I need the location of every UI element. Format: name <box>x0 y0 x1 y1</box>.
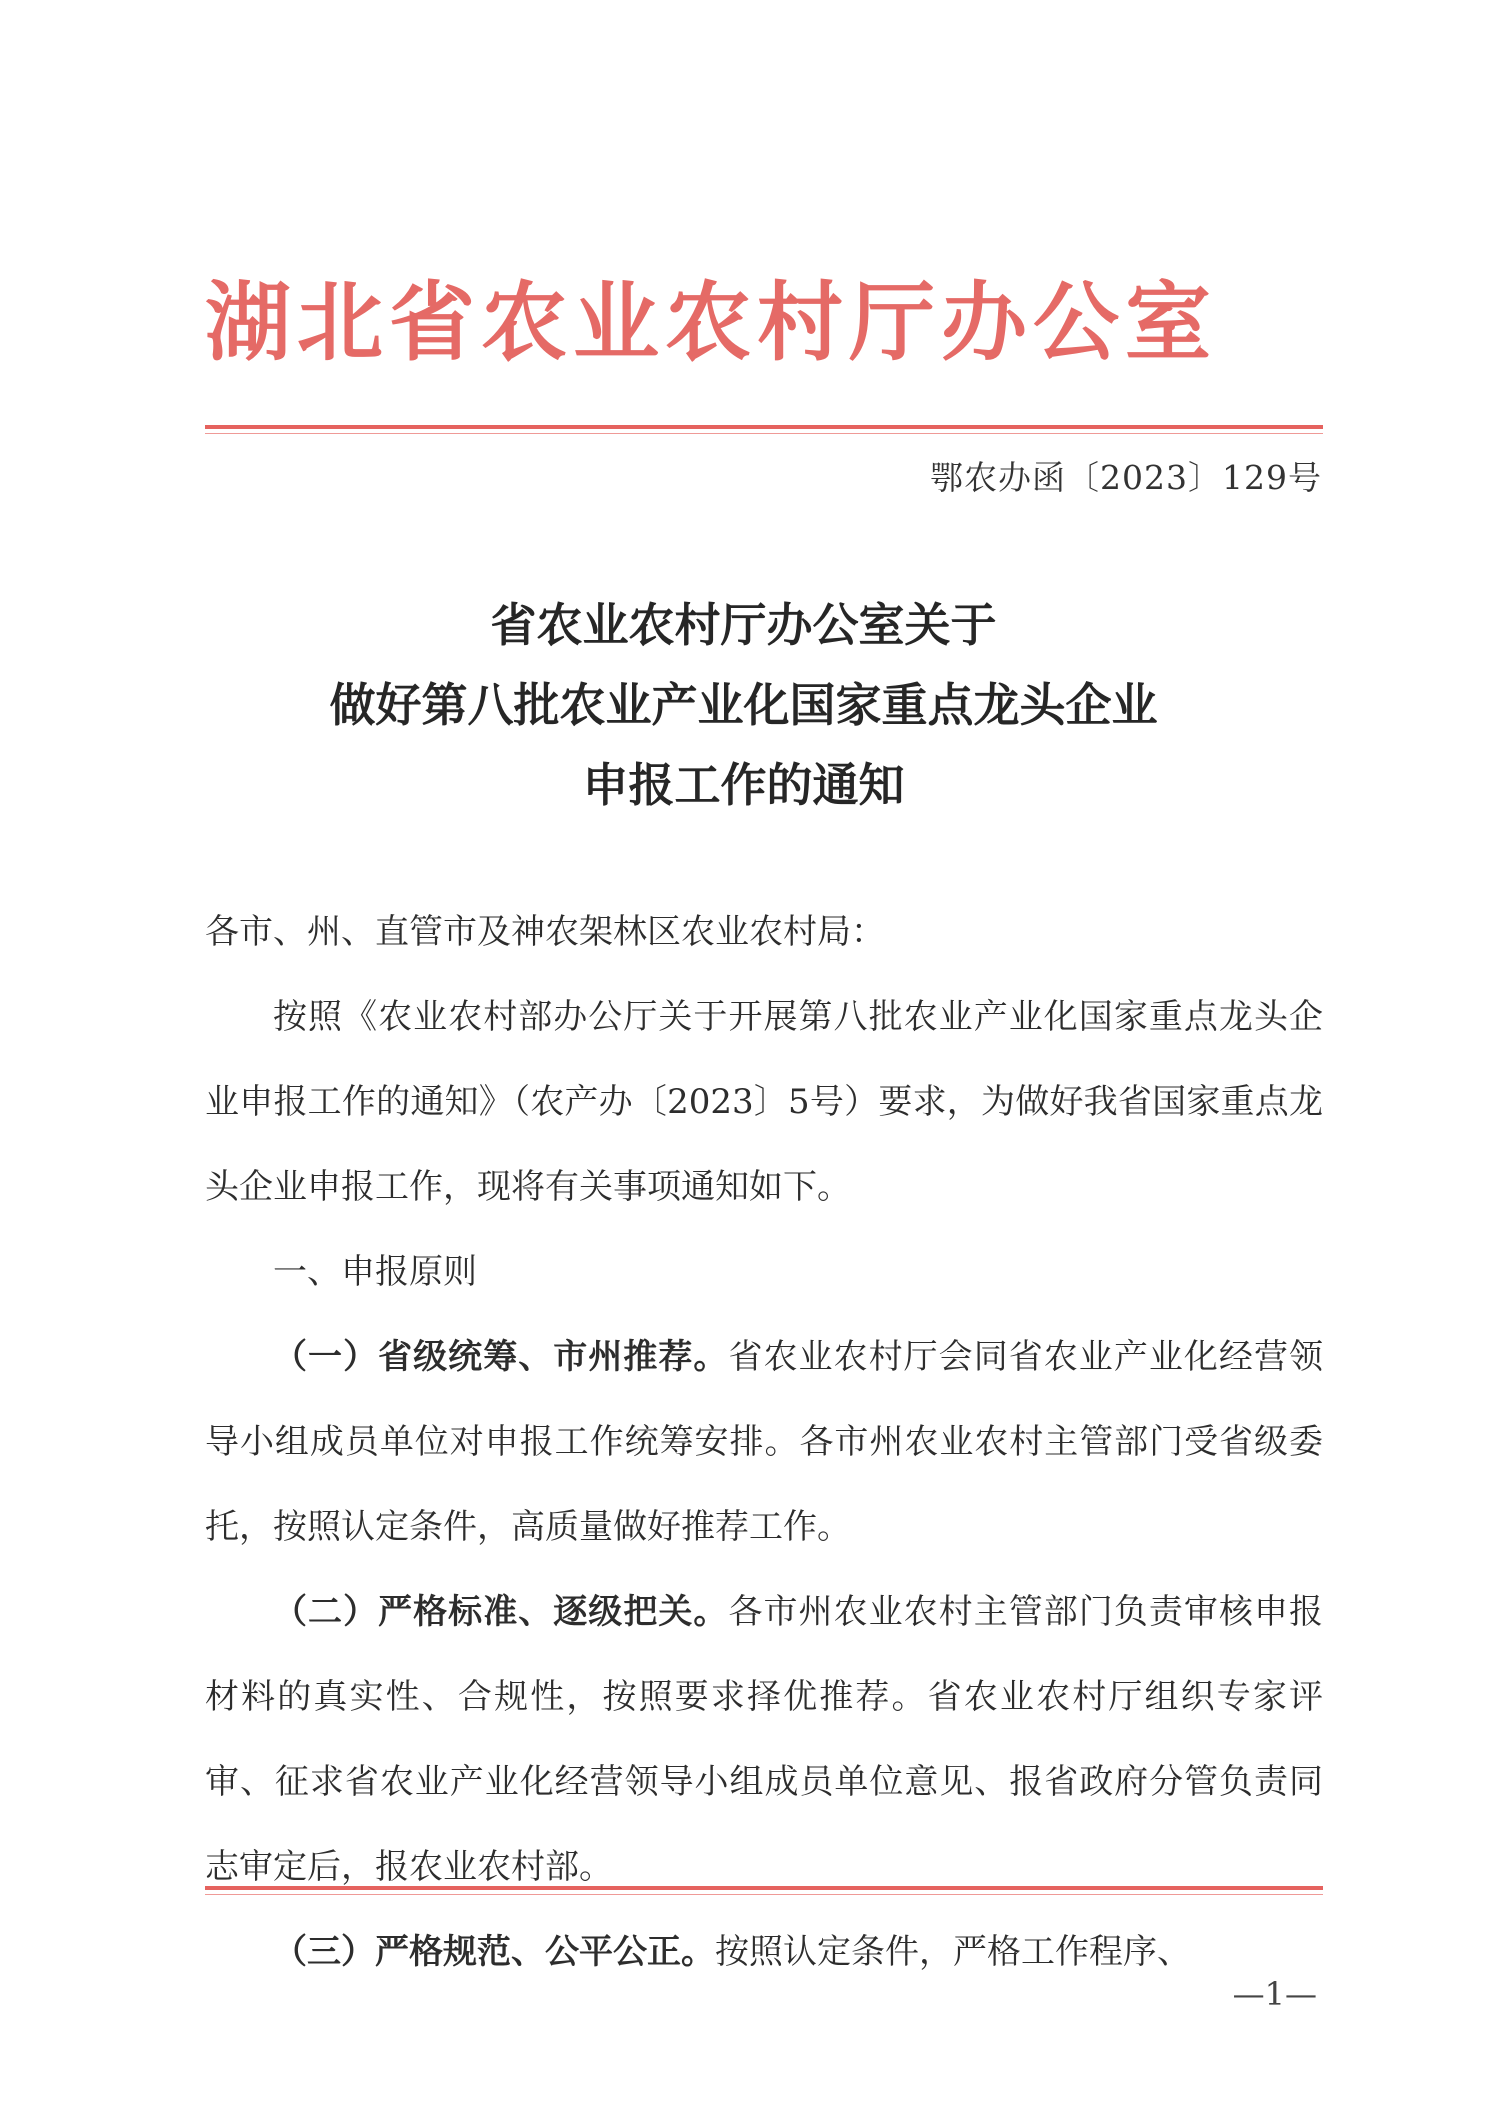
document-title <box>180 585 1307 825</box>
issuing-organization-header: 湖北省农业农村厅办公室 <box>205 272 1217 373</box>
principle-item-2-lead: （二）严格标准、逐级把关。 <box>273 1592 729 1632</box>
principle-item-2-text: 各市州农业农村主管部门负责审核申报材料的真实性、合规性，按照要求择优推荐。省农业农村厅组织专家评审、征求省农业产业化经营领导小组成员单位意见、报省政府分管负责同志审定后，报农业农村部。 <box>205 1592 1324 1887</box>
document-number: 鄂农办函〔2023〕129号 <box>930 458 1322 497</box>
principle-item-3 <box>205 1910 1323 1995</box>
section-heading-principles: 一、申报原则 <box>273 1252 477 1292</box>
page-number: —1— <box>1232 1975 1317 2013</box>
title-line-3: 申报工作的通知 <box>582 758 905 812</box>
header-red-rule <box>205 425 1323 429</box>
principle-item-3-text: 按照认定条件，严格工作程序、 <box>715 1932 1191 1972</box>
principle-item-1-lead: （一）省级统筹、市州推荐。 <box>273 1337 729 1377</box>
title-line-2: 做好第八批农业产业化国家重点龙头企业 <box>329 678 1158 732</box>
principle-item-3-lead: （三）严格规范、公平公正。 <box>273 1932 715 1972</box>
intro-paragraph: 按照《农业农村部办公厅关于开展第八批农业产业化国家重点龙头企业申报工作的通知》（农产办〔2023〕5号）要求，为做好我省国家重点龙头企业申报工作，现将有关事项通知如下。 <box>205 997 1323 1207</box>
footer-red-rule <box>205 1886 1323 1890</box>
principle-item-2 <box>205 1570 1323 1910</box>
title-line-1: 省农业农村厅办公室关于 <box>490 598 997 652</box>
document-body <box>205 890 1323 1995</box>
principle-item-1-text: 省农业农村厅会同省农业产业化经营领导小组成员单位对申报工作统筹安排。各市州农业农村主管部门受省级委托，按照认定条件，高质量做好推荐工作。 <box>205 1337 1324 1547</box>
principle-item-1 <box>205 1315 1323 1570</box>
salutation: 各市、州、直管市及神农架林区农业农村局： <box>205 912 885 952</box>
